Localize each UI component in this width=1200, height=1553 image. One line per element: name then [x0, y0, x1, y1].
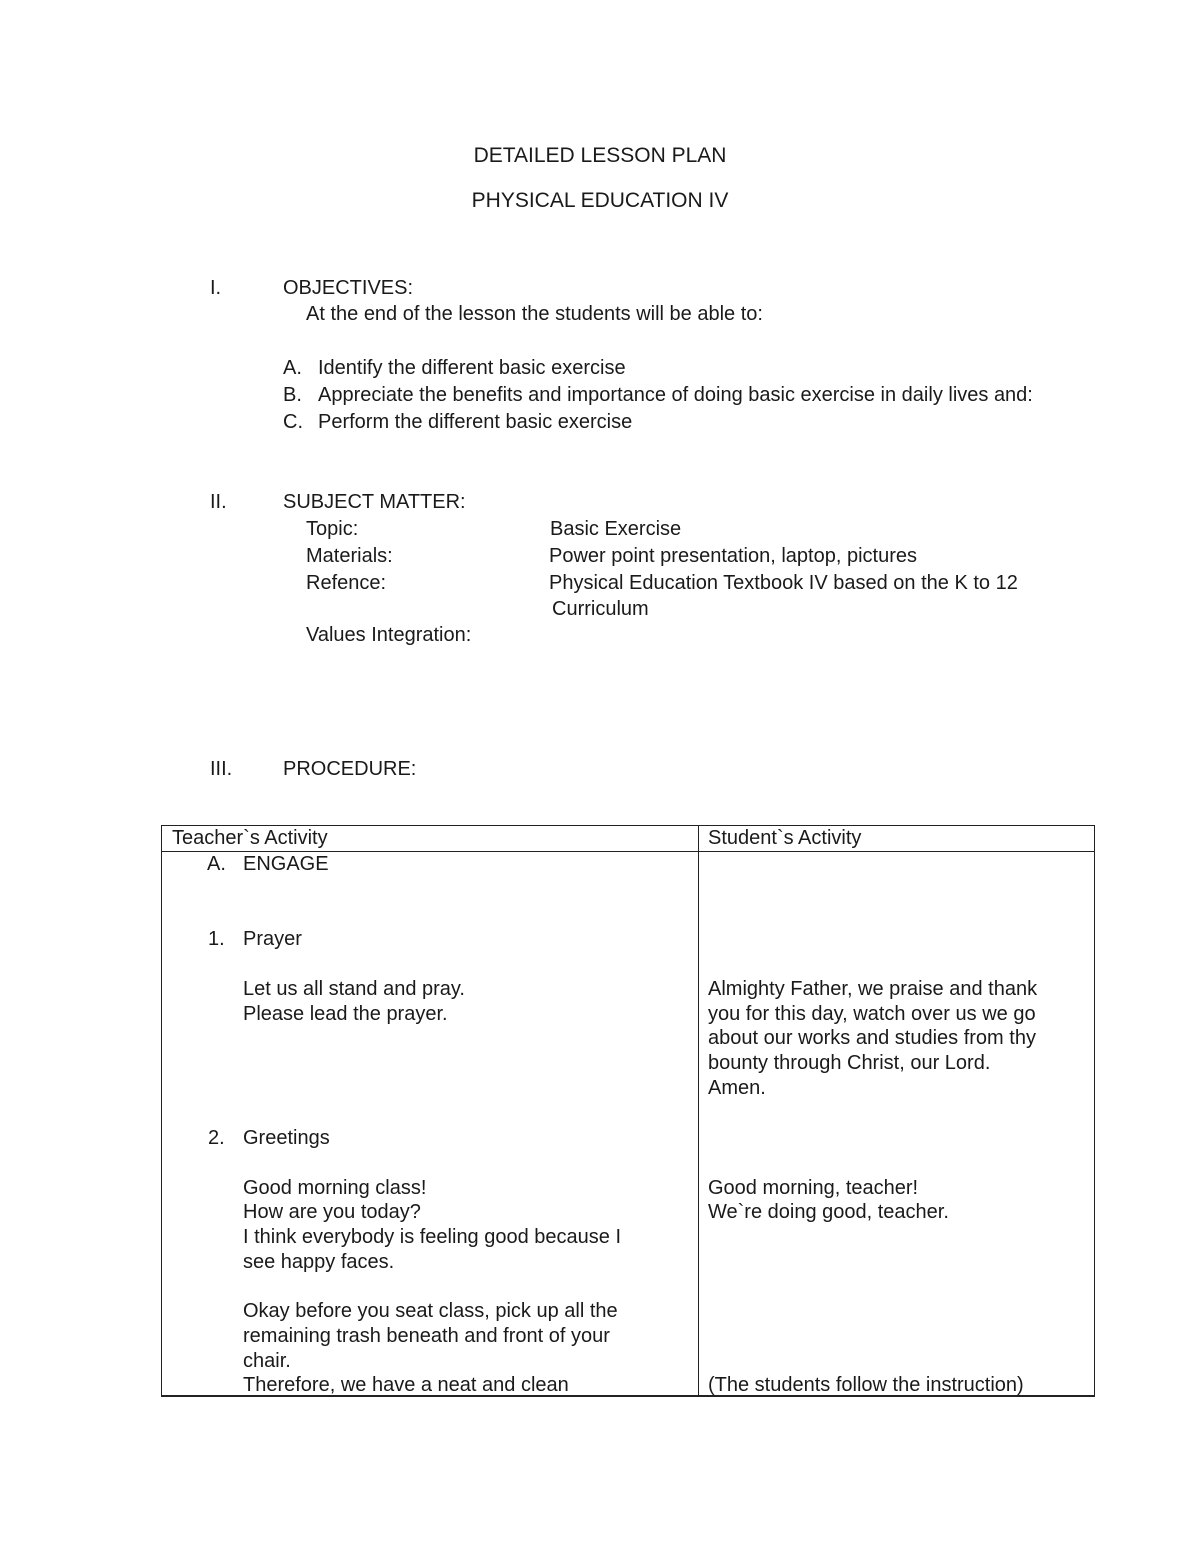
- table-column-divider: [698, 826, 699, 1395]
- table-header-teacher: Teacher`s Activity: [172, 827, 328, 849]
- objectives-intro: At the end of the lesson the students will be able to:: [306, 303, 763, 325]
- student-line: about our works and studies from thy: [708, 1027, 1036, 1049]
- student-line: you for this day, watch over us we go: [708, 1003, 1036, 1025]
- objective-marker: B.: [283, 384, 302, 406]
- document-title: DETAILED LESSON PLAN: [473, 144, 727, 167]
- section-numeral-objectives: I.: [210, 277, 222, 299]
- teacher-line: remaining trash beneath and front of your: [243, 1325, 610, 1347]
- subject-label-reference: Refence:: [306, 572, 387, 594]
- teacher-line: Good morning class!: [243, 1177, 427, 1199]
- subject-label-materials: Materials:: [306, 545, 393, 567]
- table-header-student: Student`s Activity: [708, 827, 862, 849]
- subject-value-reference: Physical Education Textbook IV based on the K to 12: [549, 572, 1018, 594]
- subject-value-reference-cont: Curriculum: [552, 598, 649, 620]
- student-line: bounty through Christ, our Lord.: [708, 1052, 991, 1074]
- student-line: We`re doing good, teacher.: [708, 1201, 949, 1223]
- subject-value-materials: Power point presentation, laptop, pictures: [549, 545, 917, 567]
- section-heading-objectives: OBJECTIVES:: [283, 277, 414, 299]
- student-line: Almighty Father, we praise and thank: [708, 978, 1038, 1000]
- step-marker: 2.: [208, 1127, 225, 1149]
- section-heading-subject-matter: SUBJECT MATTER:: [283, 491, 466, 513]
- objective-item: Appreciate the benefits and importance of doing basic exercise in daily lives and:: [318, 384, 1033, 406]
- teacher-line: Please lead the prayer.: [243, 1003, 448, 1025]
- subject-label-values-integration: Values Integration:: [306, 624, 472, 646]
- teacher-line: Okay before you seat class, pick up all the: [243, 1300, 618, 1322]
- section-heading-procedure: PROCEDURE:: [283, 758, 417, 780]
- section-numeral-procedure: III.: [210, 758, 233, 780]
- subject-value-topic: Basic Exercise: [550, 518, 682, 540]
- student-line: Amen.: [708, 1077, 766, 1099]
- objective-item: Perform the different basic exercise: [318, 411, 633, 433]
- step-label-prayer: Prayer: [243, 928, 302, 950]
- student-line: Good morning, teacher!: [708, 1177, 919, 1199]
- teacher-line: Let us all stand and pray.: [243, 978, 465, 1000]
- step-label-greetings: Greetings: [243, 1127, 330, 1149]
- objective-marker: A.: [283, 357, 302, 379]
- step-marker: 1.: [208, 928, 225, 950]
- objective-item: Identify the different basic exercise: [318, 357, 626, 379]
- section-marker: A.: [207, 853, 226, 875]
- teacher-line: see happy faces.: [243, 1251, 395, 1273]
- teacher-line: I think everybody is feeling good because I: [243, 1226, 622, 1248]
- student-line: (The students follow the instruction): [708, 1374, 1024, 1396]
- document-subtitle: PHYSICAL EDUCATION IV: [471, 189, 729, 212]
- teacher-line: chair.: [243, 1350, 291, 1372]
- subject-label-topic: Topic:: [306, 518, 359, 540]
- section-label-engage: ENGAGE: [243, 853, 329, 875]
- activity-table: [161, 825, 1095, 1397]
- objective-marker: C.: [283, 411, 303, 433]
- teacher-line: How are you today?: [243, 1201, 421, 1223]
- section-numeral-subject-matter: II.: [210, 491, 227, 513]
- teacher-line: Therefore, we have a neat and clean: [243, 1374, 569, 1396]
